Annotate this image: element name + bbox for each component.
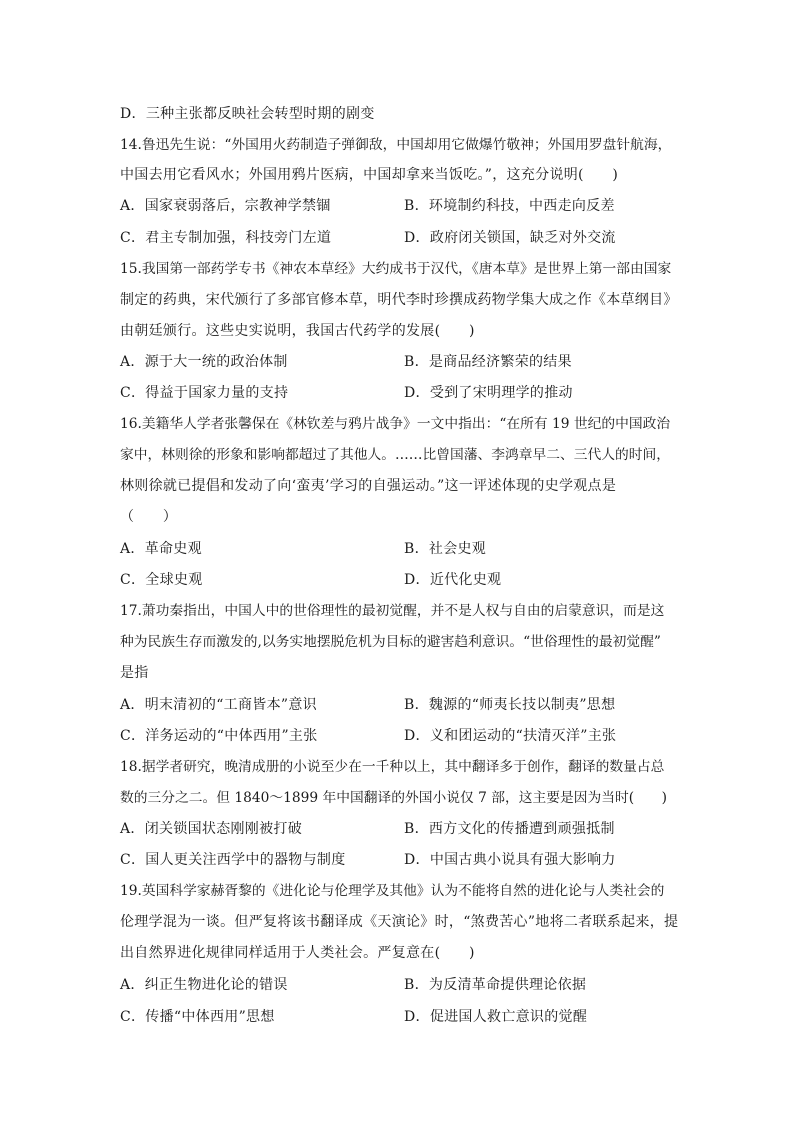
q18-stem-line-1: 18.据学者研究，晚清成册的小说至少在一千种以上，其中翻译多于创作，翻译的数量占总 — [120, 759, 665, 775]
q17-stem-line-3: 是指 — [120, 665, 149, 681]
q16-option-a[interactable]: A．革命史观 — [120, 541, 202, 557]
q18-option-d[interactable]: D．中国古典小说具有强大影响力 — [404, 852, 616, 868]
q14-option-a[interactable]: A．国家衰弱落后，宗教神学禁锢 — [120, 198, 331, 214]
q14-option-d[interactable]: D．政府闭关锁国，缺乏对外交流 — [404, 230, 616, 246]
q18-option-a[interactable]: A．闭关锁国状态刚刚被打破 — [120, 821, 303, 837]
q16-option-c[interactable]: C．全球史观 — [120, 572, 203, 588]
q13-option-d: D．三种主张都反映社会转型时期的剧变 — [120, 106, 375, 122]
q19-option-c[interactable]: C．传播“中体西用”思想 — [120, 1009, 275, 1025]
q15-stem-line-2: 制定的药典，宋代颁行了多部官修本草，明代李时珍撰成药物学集大成之作《本草纲目》 — [120, 292, 678, 308]
q16-option-b[interactable]: B．社会史观 — [404, 541, 487, 557]
q19-option-d[interactable]: D．促进国人救亡意识的觉醒 — [404, 1009, 588, 1025]
q14-stem-line-1: 14.鲁迅先生说：“外国用火药制造子弹御敌，中国却用它做爆竹敬神；外国用罗盘针航海， — [120, 137, 672, 153]
q17-stem-line-2: 种为民族生存而激发的,以务实地摆脱危机为目标的避害趋利意识。“世俗理性的最初觉醒” — [120, 634, 661, 650]
q19-stem-line-3: 出自然界进化规律同样适用于人类社会。严复意在( ) — [120, 945, 475, 961]
q15-option-c[interactable]: C．得益于国家力量的支持 — [120, 385, 289, 401]
q14-option-c[interactable]: C．君主专制加强，科技旁门左道 — [120, 230, 332, 246]
q19-option-a[interactable]: A．纠正生物进化论的错误 — [120, 977, 288, 993]
q18-stem-line-2: 数的三分之二。但 1840～1899 年中国翻译的外国小说仅 7 部，这主要是因为当时( ) — [120, 790, 667, 806]
q16-stem-line-2: 家中，林则徐的形象和影响都超过了其他人。……比曾国藩、李鸿章早二、三代人的时间， — [120, 447, 671, 463]
q17-option-d[interactable]: D．义和团运动的“扶清灭洋”主张 — [404, 728, 617, 744]
q16-stem-line-1: 16.美籍华人学者张馨保在《林钦差与鸦片战争》一文中指出：“在所有 19 世纪的中国政治 — [120, 416, 671, 432]
q17-stem-line-1: 17.萧功秦指出，中国人中的世俗理性的最初觉醒，并不是人权与自由的启蒙意识，而是这 — [120, 603, 665, 619]
q14-option-b[interactable]: B．环境制约科技，中西走向反差 — [404, 198, 615, 214]
q15-option-d[interactable]: D．受到了宋明理学的推动 — [404, 385, 573, 401]
q16-option-d[interactable]: D．近代化史观 — [404, 572, 502, 588]
q17-option-b[interactable]: B．魏源的“师夷长技以制夷”思想 — [404, 697, 616, 713]
q17-option-a[interactable]: A．明末清初的“工商皆本”意识 — [120, 697, 317, 713]
q15-option-b[interactable]: B．是商品经济繁荣的结果 — [404, 354, 572, 370]
q16-stem-line-3: 林则徐就已提倡和发动了向‘蛮夷’学习的自强运动。”这一评述体现的史学观点是 — [120, 478, 617, 494]
q15-option-a[interactable]: A．源于大一统的政治体制 — [120, 354, 288, 370]
q15-stem-line-1: 15.我国第一部药学专书《神农本草经》大约成书于汉代，《唐本草》是世界上第一部由国家 — [120, 261, 672, 277]
q19-stem-line-1: 19.英国科学家赫胥黎的《进化论与伦理学及其他》认为不能将自然的进化论与人类社会的 — [120, 883, 665, 899]
q16-stem-line-4: （ ） — [120, 509, 178, 525]
q15-stem-line-3: 由朝廷颁行。这些史实说明，我国古代药学的发展( ) — [120, 323, 475, 339]
q17-option-c[interactable]: C．洋务运动的“中体西用”主张 — [120, 728, 318, 744]
q18-option-c[interactable]: C．国人更关注西学中的器物与制度 — [120, 852, 346, 868]
q14-stem-line-2: 中国去用它看风水；外国用鸦片医病，中国却拿来当饭吃。”，这充分说明( ) — [120, 167, 619, 183]
q19-stem-line-2: 伦理学混为一谈。但严复将该书翻译成《天演论》时，“煞费苦心”地将二者联系起来，提 — [120, 914, 679, 930]
q19-option-b[interactable]: B．为反清革命提供理论依据 — [404, 977, 587, 993]
q18-option-b[interactable]: B．西方文化的传播遭到顽强抵制 — [404, 821, 615, 837]
